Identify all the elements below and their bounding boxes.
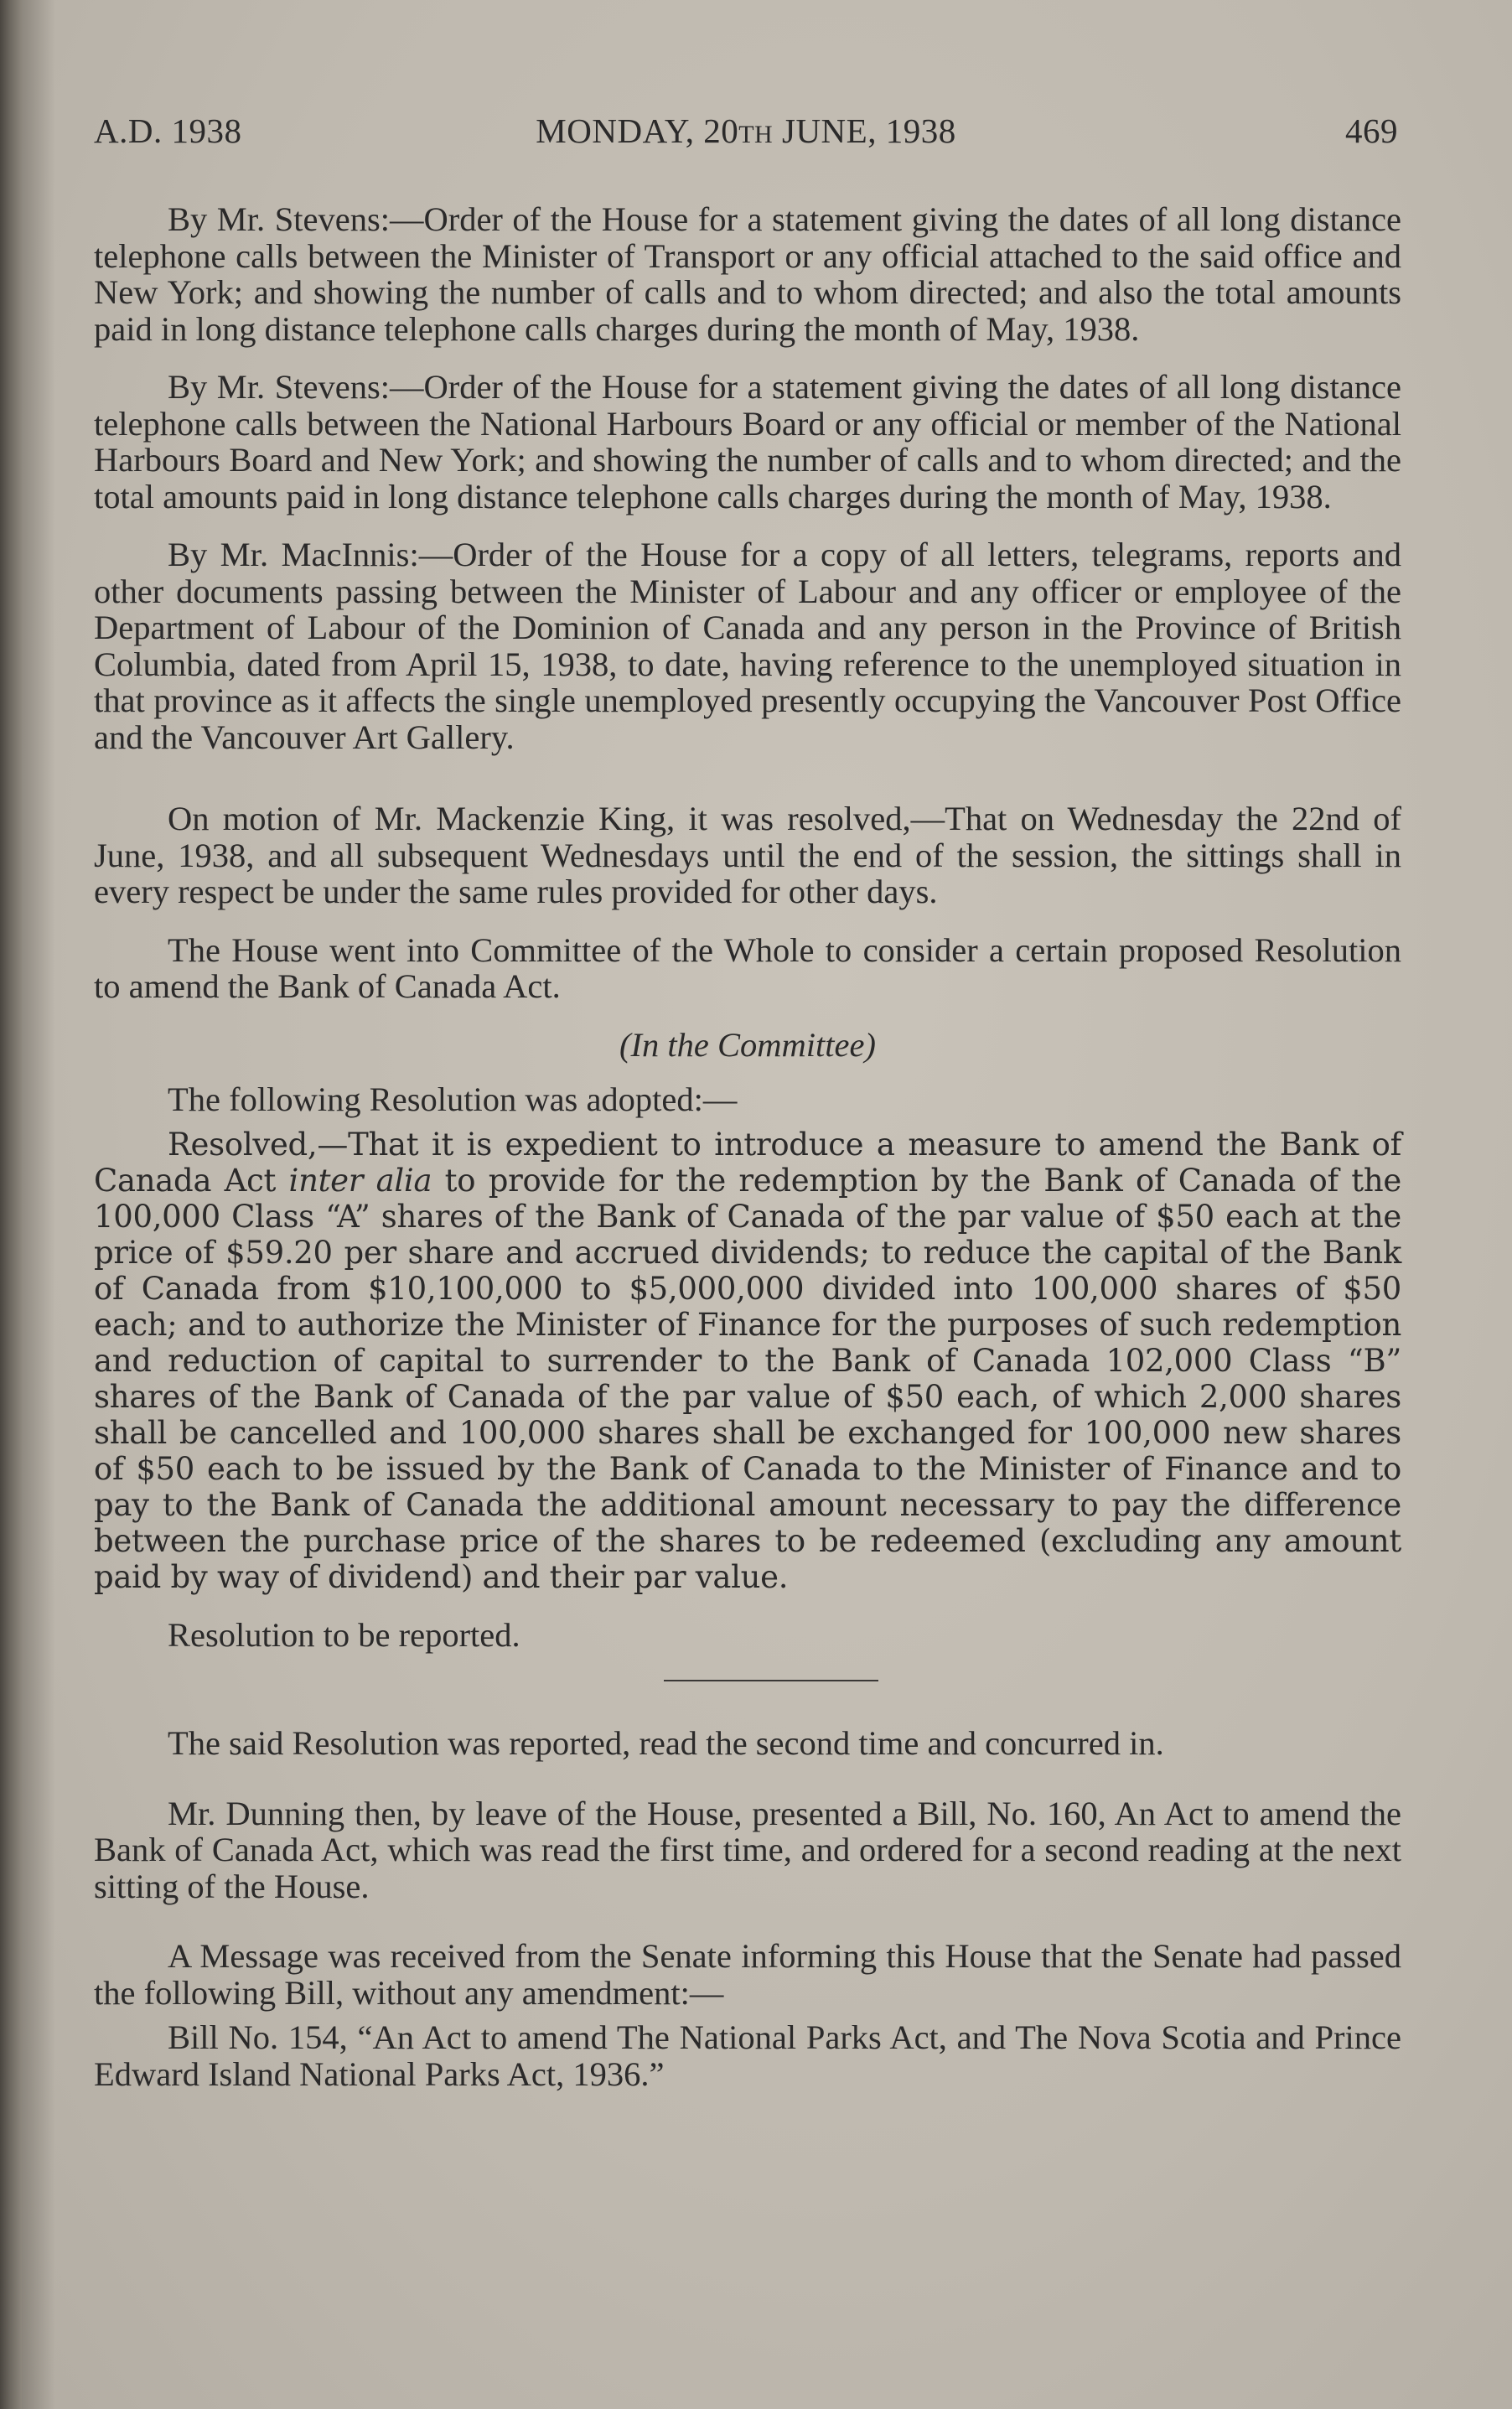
paragraph-resolution-adopted: The following Resolution was adopted:— <box>168 1080 738 1118</box>
header-date-month-year: JUNE, 1938 <box>773 111 956 150</box>
paragraph-concurred: The said Resolution was reported, read the second time and concurred in. <box>168 1724 1164 1762</box>
section-divider <box>664 1680 878 1681</box>
page-number: 469 <box>1345 111 1398 150</box>
paragraph-senate-message: A Message was received from the Senate informing this House that the Senate had passed the following Bill, without any amendment:— <box>94 1937 1401 2012</box>
header-year: A.D. 1938 <box>94 111 242 150</box>
paragraph-dunning-bill: Mr. Dunning then, by leave of the House, presented a Bill, No. 160, An Act to amend the Bank of Canada Act, which was read the first time, and ordered for a second reading at the next sitting of the House. <box>94 1794 1401 1905</box>
journal-body <box>94 201 1401 2114</box>
book-binding-edge <box>0 0 22 2409</box>
resolution-text-rest: to provide for the redemption by the Bank of Canada of the 100,000 Class “A” shares of the Bank of Canada of the par value of $50 each at the price of $59.20 per share and accrued dividends; to reduce the capital of the Bank of Canada from $10,100,000 to $5,000,000 divided into 100,000 shares of $50 each; and to authorize the Minister of Finance for the purposes of such redemption and reduction of capital to surrender to the Bank of Canada 102,000 Class “B” shares of the Bank of Canada of the par value of $50 each, of which 2,000 shares shall be cancelled and 100,000 shares shall be exchanged for 100,000 new shares of $50 each to be issued by the Bank of Canada to the Minister of Finance and to pay to the Bank of Canada the additional amount necessary to pay the difference between the purchase price of the shares to be redeemed (excluding any amount paid by way of dividend) and their par value. <box>94 1162 1401 1595</box>
resolution-inter-alia: inter alia <box>288 1162 432 1199</box>
committee-heading: (In the Committee) <box>619 1025 876 1064</box>
paragraph-bill-154: Bill No. 154, “An Act to amend The National Parks Act, and The Nova Scotia and Prince Edward Island National Parks Act, 1936.” <box>94 2018 1401 2093</box>
header-date-suffix: TH <box>738 121 774 148</box>
paragraph-mackenzie-king-motion: On motion of Mr. Mackenzie King, it was resolved,—That on Wednesday the 22nd of June, 1938, and all subsequent Wednesdays until the end of the session, the sittings shall in every respect be under the same rules provided for other days. <box>94 800 1401 910</box>
binding-shadow <box>22 0 55 2409</box>
paragraph-stevens-transport: By Mr. Stevens:—Order of the House for a statement giving the dates of all long distance telephone calls between the Minister of Transport or any official attached to the said office and New York; and showing the number of calls and to whom directed; and also the total amounts paid in long distance telephone calls charges during the month of May, 1938. <box>94 200 1401 348</box>
resolution-text <box>94 1127 1401 1595</box>
header-date <box>94 111 1398 151</box>
paragraph-macinnis: By Mr. MacInnis:—Order of the House for a copy of all letters, telegrams, reports and other documents passing between the Minister of Labour and any officer or employee of the Department of Labour of the Dominion of Canada and any person in the Province of British Columbia, dated from April 15, 1938, to date, having reference to the unemployed situation in that province as it affects the single unemployed presently occupying the Vancouver Post Office and the Vancouver Art Gallery. <box>94 536 1401 756</box>
resolution-text-start: Resolved,—That it is expedient to introduce a measure to amend the Bank of Canada Act <box>94 1126 1401 1199</box>
header-date-day: MONDAY, 20 <box>536 111 739 150</box>
paragraph-resolution-reported: Resolution to be reported. <box>168 1615 520 1654</box>
paragraph-committee-of-whole: The House went into Committee of the Whole to consider a certain proposed Resolution to amend the Bank of Canada Act. <box>94 930 1401 1005</box>
paragraph-stevens-harbours: By Mr. Stevens:—Order of the House for a statement giving the dates of all long distance telephone calls between the National Harbours Board or any official or member of the National Harbours Board and New York; and showing the number of calls and to whom directed; and the total amounts paid in long distance telephone calls charges during the month of May, 1938. <box>94 368 1401 515</box>
running-header <box>94 111 1398 161</box>
